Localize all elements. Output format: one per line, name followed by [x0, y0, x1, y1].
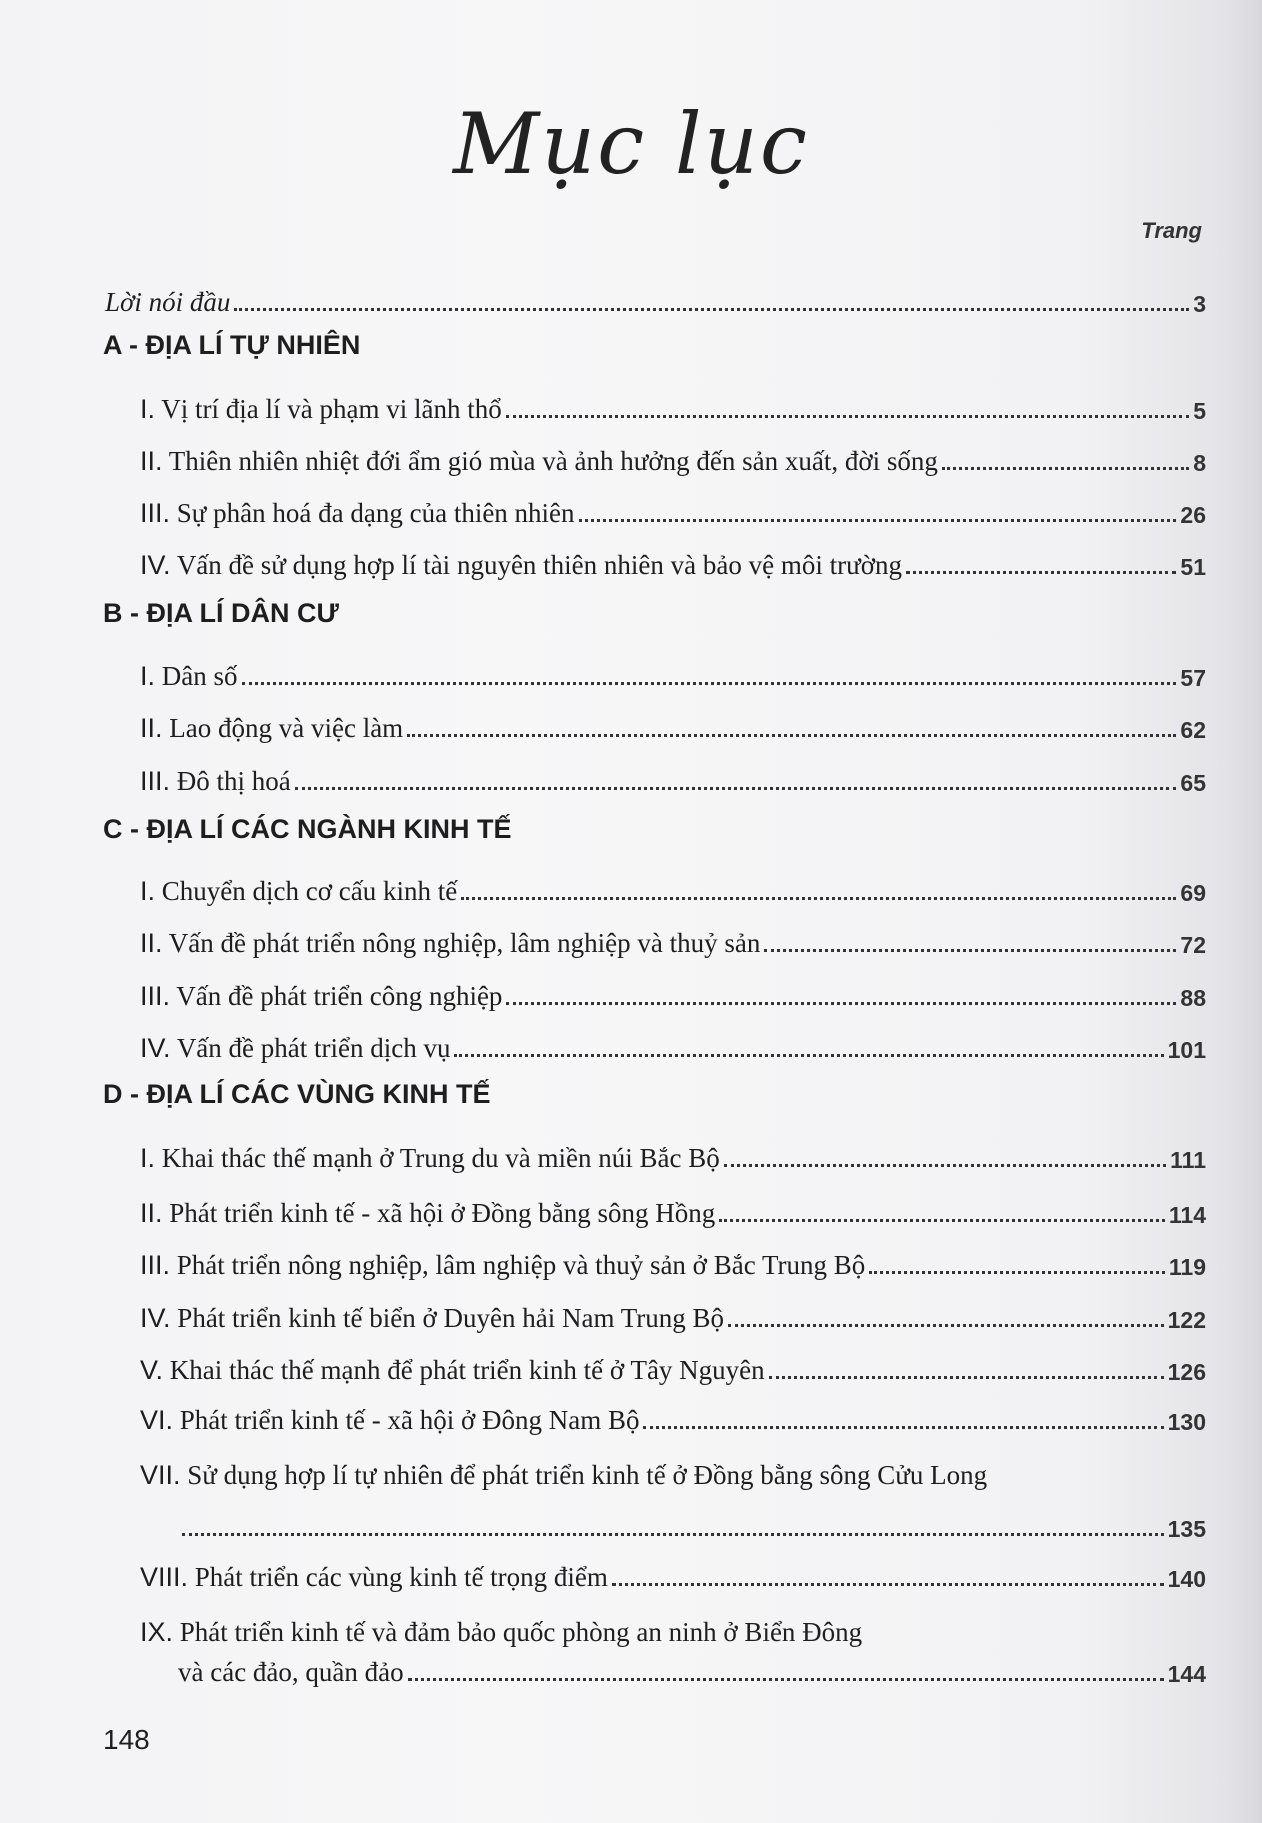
- dot-leader: [242, 682, 1177, 685]
- toc-entry-page: 111: [1170, 1147, 1206, 1173]
- toc-entry-page: 119: [1168, 1254, 1206, 1280]
- toc-entry[interactable]: [0, 1503, 1262, 1543]
- toc-entry-text: Khai thác thế mạnh ở Trung du và miền núi Bắc Bộ: [161, 1143, 720, 1173]
- toc-entry-number: IV.: [140, 550, 171, 580]
- toc-entry-text: Vấn đề phát triển nông nghiệp, lâm nghiệp và thuỷ sản: [168, 928, 761, 958]
- toc-entry-page: 135: [1167, 1516, 1206, 1542]
- toc-entry[interactable]: [0, 704, 1262, 744]
- toc-entry-page: 126: [1167, 1359, 1206, 1385]
- toc-entry-number: III.: [140, 1250, 171, 1280]
- toc-entry-label: [140, 1562, 608, 1593]
- toc-entry[interactable]: [0, 919, 1262, 959]
- toc-entry-number: VII.: [140, 1460, 181, 1490]
- toc-entry-number: I.: [140, 876, 156, 906]
- toc-entry-text: Lao động và việc làm: [169, 713, 404, 743]
- toc-entry-number: III.: [140, 766, 171, 796]
- toc-entry[interactable]: [0, 1553, 1262, 1593]
- dot-leader: [612, 1583, 1164, 1586]
- dot-leader: [506, 415, 1189, 418]
- toc-entry-number: VIII.: [140, 1562, 189, 1592]
- toc-entry-label: [140, 713, 403, 744]
- toc-entry-text: Sử dụng hợp lí tự nhiên để phát triển kinh tế ở Đồng bằng sông Cửu Long: [187, 1460, 988, 1490]
- dot-leader: [408, 1678, 1164, 1681]
- toc-entry-label: [140, 1460, 987, 1491]
- toc-entry[interactable]: [0, 385, 1262, 425]
- toc-entry-text: Vấn đề phát triển công nghiệp: [176, 981, 503, 1011]
- toc-entry-text: Sự phân hoá đa dạng của thiên nhiên: [176, 498, 575, 528]
- toc-entry-number: II.: [140, 928, 163, 958]
- toc-entry-label: [140, 446, 938, 477]
- toc-entry-text: Khai thác thế mạnh để phát triển kinh tế ở Tây Nguyên: [169, 1355, 765, 1385]
- toc-entry-page: 140: [1167, 1566, 1206, 1592]
- toc-entry-page: 69: [1180, 880, 1206, 906]
- section-heading: C - ĐỊA LÍ CÁC NGÀNH KINH TẾ: [103, 814, 512, 844]
- toc-entry-text: Chuyển dịch cơ cấu kinh tế: [161, 876, 458, 906]
- toc-entry-label: [140, 1143, 720, 1174]
- toc-entry-label: [140, 661, 238, 692]
- toc-entry-page: 122: [1167, 1307, 1206, 1333]
- toc-entry-intro[interactable]: [0, 278, 1262, 318]
- toc-entry-text: Đô thị hoá: [176, 766, 291, 796]
- toc-entry-page: 3: [1193, 291, 1206, 317]
- toc-entry-label: [140, 766, 291, 797]
- toc-entry-label: [140, 876, 457, 907]
- toc-entry-label: [140, 981, 502, 1012]
- toc-entry-label: [140, 1033, 450, 1064]
- dot-leader: [182, 1533, 1164, 1536]
- section-heading: B - ĐỊA LÍ DÂN CƯ: [103, 598, 339, 628]
- toc-entry[interactable]: [0, 1346, 1262, 1386]
- page-number: 148: [103, 1724, 150, 1755]
- dot-leader: [728, 1324, 1164, 1327]
- toc-entry-page: 130: [1167, 1409, 1206, 1435]
- dot-leader: [295, 787, 1177, 790]
- dot-leader: [942, 467, 1189, 470]
- toc-entry-label: [140, 1303, 724, 1334]
- section-heading: D - ĐỊA LÍ CÁC VÙNG KINH TẾ: [103, 1079, 491, 1109]
- dot-leader: [579, 519, 1177, 522]
- toc-entry[interactable]: [0, 1189, 1262, 1229]
- toc-entry-label: [140, 550, 902, 581]
- toc-entry-number: VI.: [140, 1405, 174, 1435]
- toc-entry-number: II.: [140, 713, 163, 743]
- toc-entry[interactable]: [0, 652, 1262, 692]
- toc-entry-page: 72: [1180, 932, 1206, 958]
- toc-entry-page: 26: [1180, 502, 1206, 528]
- dot-leader: [869, 1271, 1165, 1274]
- toc-entry-page: 65: [1180, 770, 1206, 796]
- dot-leader: [643, 1426, 1163, 1429]
- page-title: Mục lục: [453, 95, 809, 193]
- toc-entry-text: Phát triển kinh tế - xã hội ở Đông Nam Bộ: [179, 1405, 640, 1435]
- toc-entry-number: III.: [140, 981, 171, 1011]
- toc-entry[interactable]: [0, 437, 1262, 477]
- toc-entry[interactable]: [0, 1648, 1262, 1688]
- dot-leader: [506, 1002, 1176, 1005]
- toc-entry-label: [140, 928, 760, 959]
- toc-entry-text: Vấn đề sử dụng hợp lí tài nguyên thiên nhiên và bảo vệ môi trường: [176, 550, 903, 580]
- toc-entry-label: [140, 394, 502, 425]
- toc-entry[interactable]: [0, 1241, 1262, 1281]
- toc-entry[interactable]: [0, 541, 1262, 581]
- toc-entry-page: 101: [1167, 1037, 1206, 1063]
- toc-entry-number: I.: [140, 394, 156, 424]
- toc-entry-label: [140, 1198, 715, 1229]
- toc-entry-number: I.: [140, 661, 156, 691]
- toc-entry[interactable]: [0, 757, 1262, 797]
- toc-entry-number: IV.: [140, 1033, 171, 1063]
- toc-entry[interactable]: [0, 1608, 1262, 1648]
- toc-entry-page: 144: [1167, 1661, 1206, 1687]
- toc-entry-number: IV.: [140, 1303, 171, 1333]
- toc-entry-label: [140, 1250, 865, 1281]
- toc-entry[interactable]: [0, 1451, 1262, 1491]
- toc-entry-page: 57: [1180, 665, 1206, 691]
- toc-entry-number: II.: [140, 446, 163, 476]
- page-column-header: Trang: [1141, 218, 1202, 243]
- dot-leader: [906, 571, 1176, 574]
- toc-entry[interactable]: [0, 1024, 1262, 1064]
- toc-entry[interactable]: [0, 1294, 1262, 1334]
- toc-entry-page: 5: [1193, 398, 1206, 424]
- toc-entry[interactable]: [0, 972, 1262, 1012]
- toc-entry-page: 51: [1180, 554, 1206, 580]
- toc-entry[interactable]: [0, 867, 1262, 907]
- dot-leader: [454, 1054, 1163, 1057]
- dot-leader: [407, 734, 1176, 737]
- toc-entry-label: [140, 1405, 639, 1436]
- toc-entry-label: Lời nói đầu: [105, 287, 231, 317]
- toc-entry-text: Thiên nhiên nhiệt đới ẩm gió mùa và ảnh hưởng đến sản xuất, đời sống: [168, 446, 938, 476]
- toc-entry-text: Phát triển các vùng kinh tế trọng điểm: [194, 1562, 608, 1592]
- toc-entry-label: [140, 1355, 765, 1386]
- toc-entry[interactable]: [0, 1134, 1262, 1174]
- toc-entry-page: 62: [1180, 717, 1206, 743]
- toc-entry-text: Phát triển nông nghiệp, lâm nghiệp và thuỷ sản ở Bắc Trung Bộ: [176, 1250, 866, 1280]
- toc-entry[interactable]: [0, 1396, 1262, 1436]
- toc-entry-text: Vị trí địa lí và phạm vi lãnh thổ: [161, 394, 502, 424]
- toc-entry-number: I.: [140, 1143, 156, 1173]
- dot-leader: [769, 1376, 1164, 1379]
- toc-entry-page: 88: [1180, 985, 1206, 1011]
- dot-leader: [719, 1219, 1165, 1222]
- toc-entry-text: Phát triển kinh tế - xã hội ở Đồng bằng sông Hồng: [169, 1198, 716, 1228]
- toc-entry-text: Phát triển kinh tế và đảm bảo quốc phòng an ninh ở Biển Đông: [179, 1617, 863, 1647]
- toc-entry-text: Dân số: [161, 661, 238, 691]
- section-heading: A - ĐỊA LÍ TỰ NHIÊN: [103, 330, 361, 360]
- toc-entry-number: V.: [140, 1355, 164, 1385]
- toc-entry-text: Vấn đề phát triển dịch vụ: [176, 1033, 451, 1063]
- dot-leader: [234, 308, 1189, 311]
- toc-entry-number: II.: [140, 1198, 163, 1228]
- toc-entry[interactable]: [0, 489, 1262, 529]
- toc-entry-page: 8: [1193, 450, 1206, 476]
- dot-leader: [764, 949, 1176, 952]
- dot-leader: [461, 897, 1176, 900]
- toc-entry-text-continued: và các đảo, quần đảo: [178, 1657, 404, 1687]
- toc-entry-number: IX.: [140, 1617, 174, 1647]
- toc-entry-label: [140, 1617, 862, 1648]
- toc-entry-number: III.: [140, 498, 171, 528]
- dot-leader: [724, 1164, 1166, 1167]
- toc-entry-page: 114: [1168, 1202, 1206, 1228]
- toc-entry-label: [140, 498, 575, 529]
- toc-entry-text: Phát triển kinh tế biển ở Duyên hải Nam Trung Bộ: [177, 1303, 725, 1333]
